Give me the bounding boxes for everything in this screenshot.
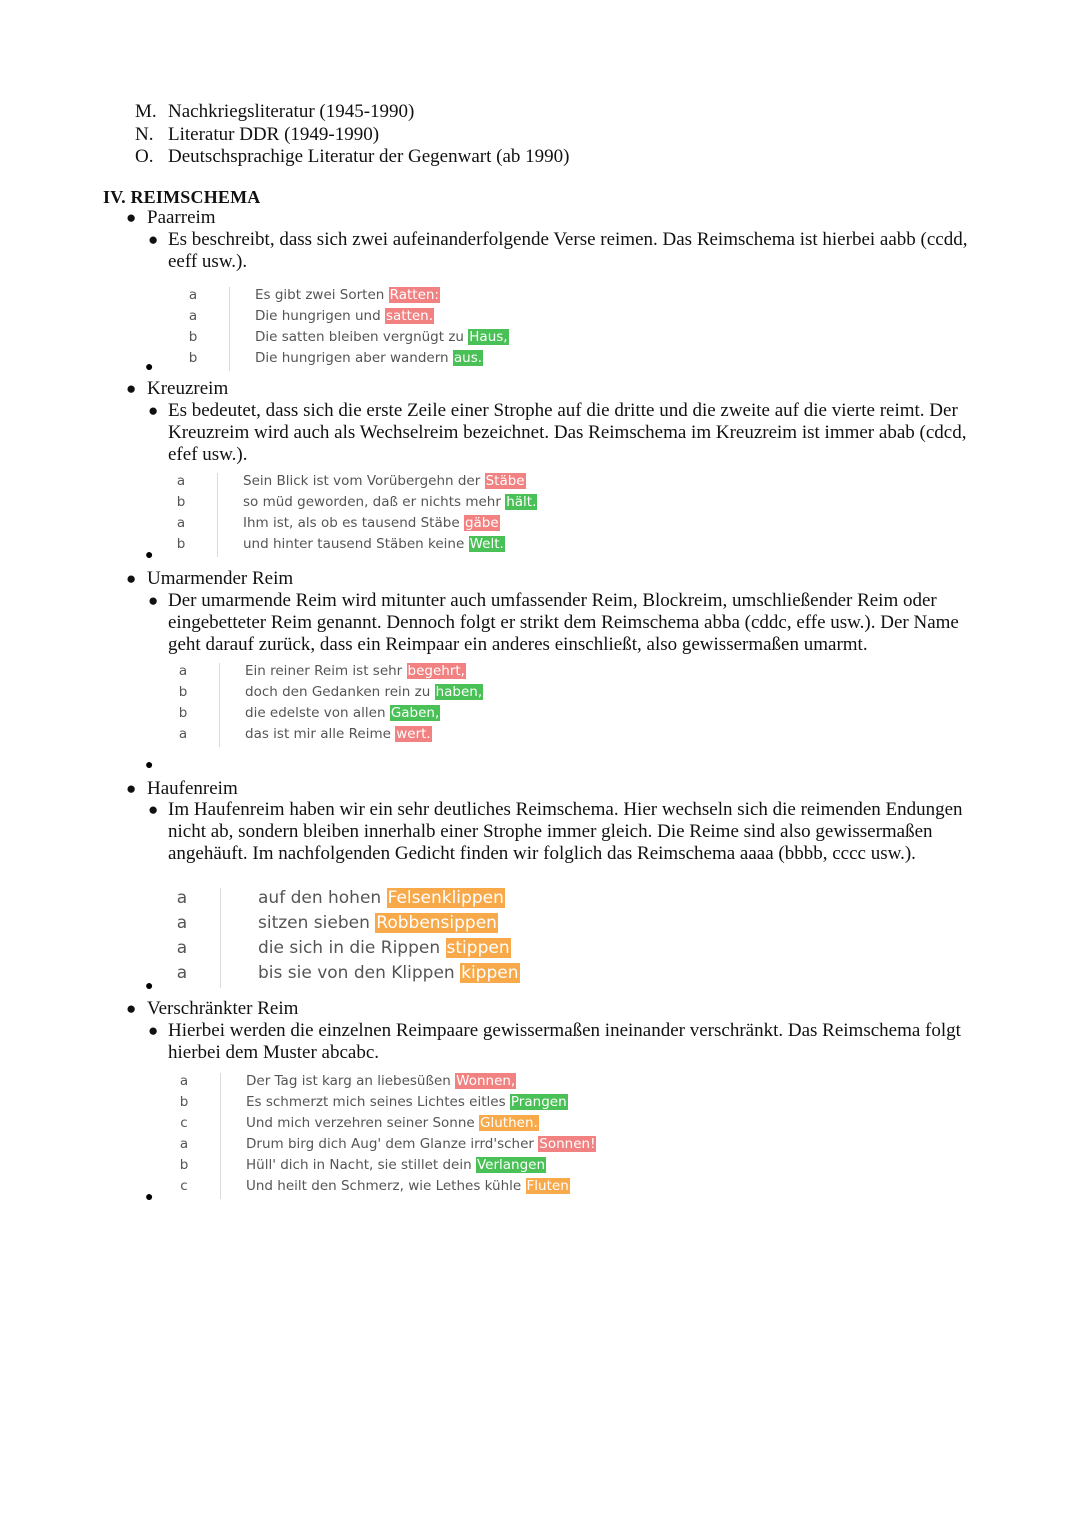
empty-bullet: ●	[145, 360, 154, 375]
verschraenkt-description: ● Hierbei werden die einzelnen Reimpaare gewissermaßen ineinander verschränkt. Das Reimschema folgt hierbei dem Muster abcabc.	[148, 1020, 961, 1063]
rhyme-word: Haus,	[469, 329, 508, 345]
empty-bullet: ●	[145, 758, 154, 773]
rhyme-word: begehrt,	[407, 663, 465, 679]
rhyme-word: Sonnen!	[539, 1136, 596, 1152]
era-item: N. Literatur DDR (1949-1990)	[135, 123, 380, 145]
rhyme-word: Stäbe	[485, 473, 525, 489]
empty-bullet: ●	[145, 548, 154, 563]
era-list	[135, 101, 569, 169]
rhyme-word: Fluten	[526, 1178, 569, 1194]
kreuzreim-description: ● Es bedeutet, dass sich die erste Zeile einer Strophe auf die dritte und die zweite auf die vierte reimt. Der Kreuzreim wird auch als Wechselreim bezeichnet. Das Reimschema im Kreuzreim ist immer abab (cdcd, efef usw.).	[148, 400, 967, 465]
rhyme-word: wert.	[396, 726, 431, 742]
paarreim-description: ● Es beschreibt, dass sich zwei aufeinanderfolgende Verse reimen. Das Reimschema ist hierbei aabb (ccdd, eeff usw.).	[148, 229, 968, 272]
rhyme-word: Robbensippen	[376, 913, 497, 933]
empty-bullet: ●	[145, 1190, 154, 1205]
rhyme-word: kippen	[461, 963, 519, 983]
rhyme-word: Welt.	[469, 536, 504, 552]
rhyme-word: haben,	[435, 684, 483, 700]
rhyme-word: stippen	[446, 938, 510, 958]
rhyme-word: Wonnen,	[456, 1073, 516, 1089]
umarmend-description: ● Der umarmende Reim wird mitunter auch umfassender Reim, Blockreim, umschließender Reim oder eingebetteter Reim genannt. Dennoch folgt er strikt dem Reimschema abba (cddc, effe usw.). Der Name geht darauf zurück, dass ein Reimpaar ein anderes einschließt, also gewissermaßen umarmt.	[148, 590, 959, 655]
section-heading: IV. REIMSCHEMA	[103, 187, 261, 207]
rhyme-word: hält.	[506, 494, 537, 510]
era-item: O. Deutschsprachige Literatur der Gegenwart (ab 1990)	[135, 146, 570, 167]
rhyme-word: Prangen	[510, 1094, 567, 1110]
rhyme-word: Ratten:	[389, 287, 439, 303]
era-item: M. Nachkriegsliteratur (1945-1990)	[135, 101, 415, 122]
haufenreim-description: ● Im Haufenreim haben wir ein sehr deutliches Reimschema. Hier wechseln sich die reimenden Endungen nicht ab, sondern bleiben innerhalb einer Strophe immer gleich. Die Reime sind also gewissermaßen angehäuft. Im nachfolgenden Gedicht finden wir folglich das Reimschema aaaa (bbbb, cccc usw.).	[148, 799, 963, 864]
rhyme-word: Gaben,	[390, 705, 440, 721]
rhyme-word: aus.	[453, 350, 483, 366]
rhyme-word: Felsenklippen	[387, 888, 504, 908]
rhyme-word: Gluthen.	[480, 1115, 538, 1131]
rhyme-word: gäbe	[464, 515, 499, 531]
empty-bullet: ●	[145, 979, 154, 994]
rhyme-word: satten.	[385, 308, 434, 324]
rhyme-word: Verlangen	[476, 1157, 546, 1173]
